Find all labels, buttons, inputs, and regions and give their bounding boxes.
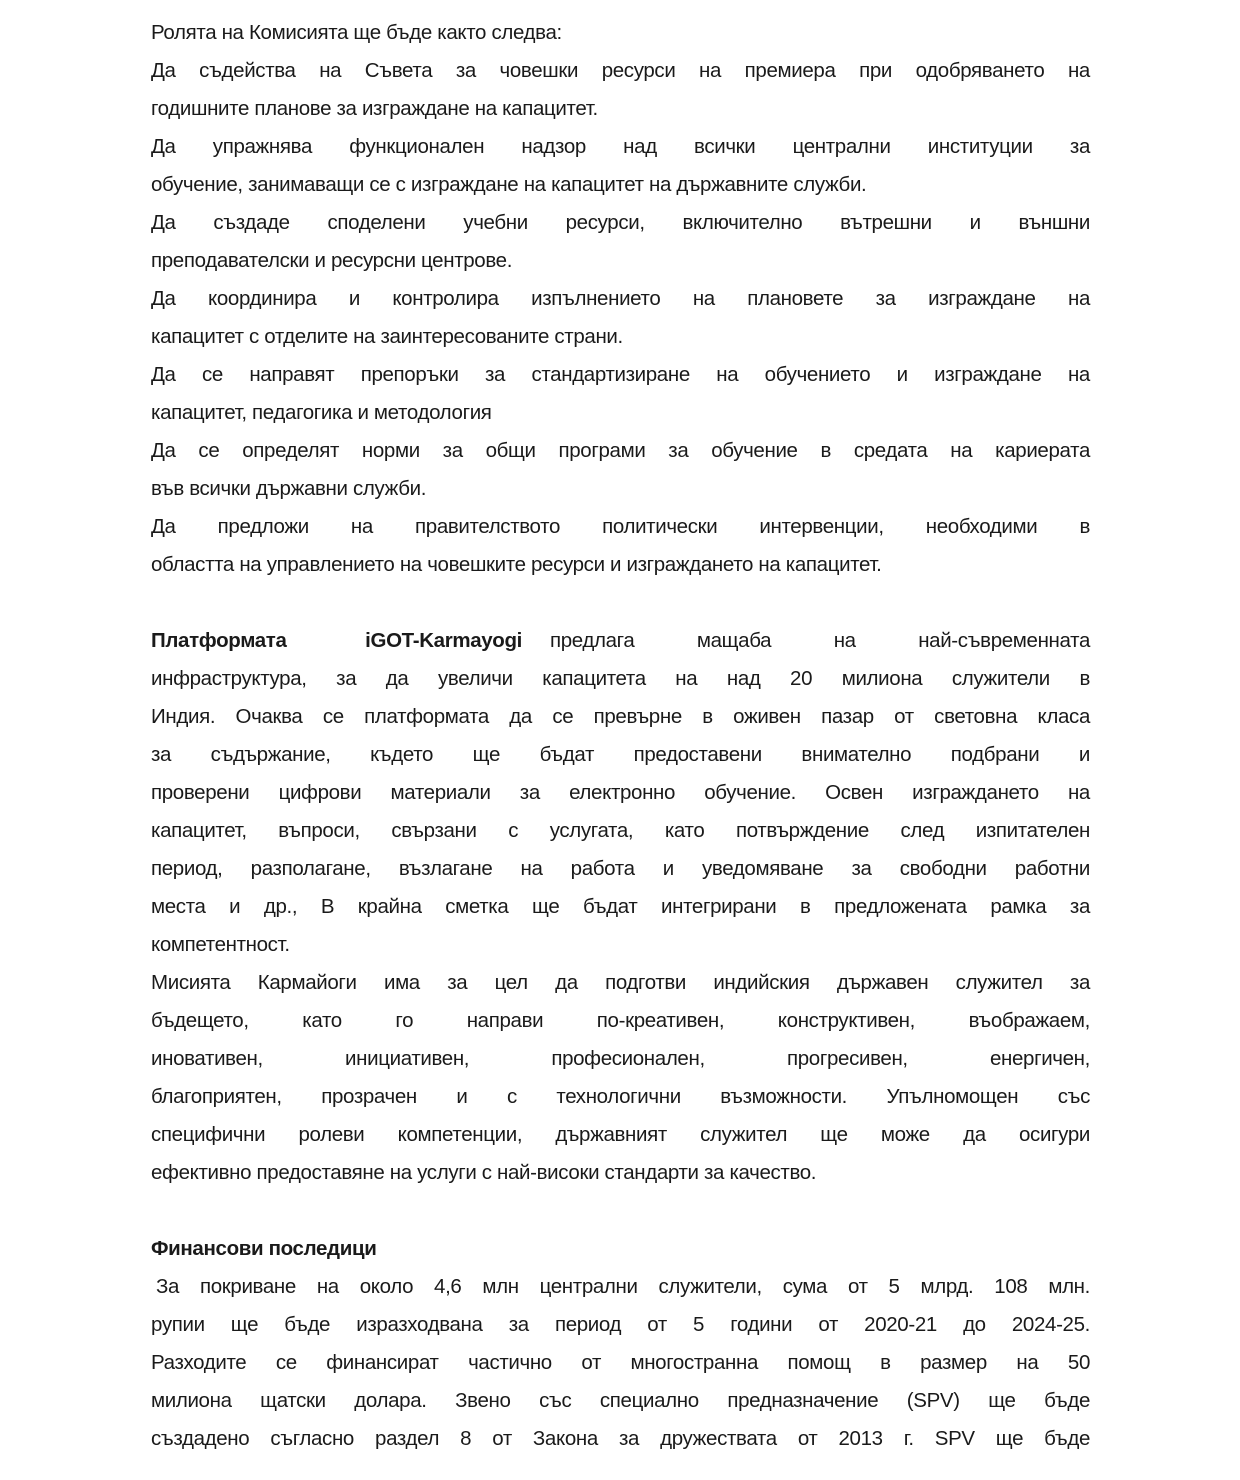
text-line: годишните планове за изграждане на капацитет. [151, 97, 598, 120]
text-line: инфраструктура, за да увеличи капацитета на над 20 милиона служители в [151, 667, 1090, 690]
role-item-5 [151, 356, 1090, 432]
text-line: иновативен, инициативен, професионален, прогресивен, енергичен, [151, 1047, 1090, 1070]
text-line: специфични ролеви компетенции, държавният служител ще може да осигури [151, 1123, 1090, 1146]
role-item-1 [151, 52, 1090, 128]
role-item-4 [151, 280, 1090, 356]
text-line: Да съдейства на Съвета за човешки ресурси на премиера при одобряването на [151, 59, 1090, 82]
platform-first-line [151, 622, 1090, 660]
text-line: във всички държавни служби. [151, 477, 427, 500]
text-line: Да създаде споделени учебни ресурси, включително вътрешни и външни [151, 211, 1090, 234]
platform-bold-word-1: Платформата [151, 629, 287, 652]
section-heading: Финансови последици [151, 1237, 377, 1260]
text-line: за съдържание, където ще бъдат предоставени внимателно подбрани и [151, 743, 1090, 766]
paragraph-gap [151, 1192, 1090, 1230]
role-item-6 [151, 432, 1090, 508]
platform-first-line-rest [550, 622, 1090, 660]
text-line: Да се направят препоръки за стандартизиране на обучението и изграждане на [151, 363, 1090, 386]
text-line: Да упражнява функционален надзор над всички централни институции за [151, 135, 1090, 158]
text-line: Разходите се финансират частично от многостранна помощ в размер на 50 [151, 1351, 1090, 1374]
text-line: капацитет, педагогика и методология [151, 401, 492, 424]
word: мащаба [696, 629, 772, 652]
text-line: капацитет, въпроси, свързани с услугата, като потвърждение след изпитателен [151, 819, 1090, 842]
document-body [151, 14, 1090, 1458]
text-line: Индия. Очаква се платформата да се превърне в оживен пазар от световна класа [151, 705, 1090, 728]
text-line: благоприятен, прозрачен и с технологични възможности. Упълномощен със [151, 1085, 1090, 1108]
text-line: период, разполагане, възлагане на работа и уведомяване за свободни работни [151, 857, 1090, 880]
text-line: обучение, занимаващи се с изграждане на капацитет на държавните служби. [151, 173, 867, 196]
text-line: За покриване на около 4,6 млн централни служители, сума от 5 млрд. 108 млн. [156, 1275, 1090, 1298]
text-line: милиона щатски долара. Звено със специално предназначение (SPV) ще бъде [151, 1389, 1090, 1412]
role-item-7 [151, 508, 1090, 584]
platform-paragraph [151, 622, 1090, 964]
role-item-2 [151, 128, 1090, 204]
text-line: преподавателски и ресурсни центрове. [151, 249, 513, 272]
text-line: създадено съгласно раздел 8 от Закона за дружествата от 2013 г. SPV ще бъде [151, 1427, 1090, 1450]
text-line: Да координира и контролира изпълнението на плановете за изграждане на [151, 287, 1090, 310]
text-line: бъдещето, като го направи по-креативен, конструктивен, въображаем, [151, 1009, 1090, 1032]
paragraph-gap [151, 584, 1090, 622]
text-line: места и др., В крайна сметка ще бъдат интегрирани в предложената рамка за [151, 895, 1090, 918]
text-line: капацитет с отделите на заинтересованите страни. [151, 325, 623, 348]
platform-bold-word-2: iGOT-Karmayogi [365, 629, 522, 652]
text-line: проверени цифрови материали за електронно обучение. Освен изграждането на [151, 781, 1090, 804]
word: предлага [550, 629, 635, 652]
platform-bold-lead [151, 622, 522, 660]
text-line: рупии ще бъде изразходвана за период от 5 години от 2020-21 до 2024-25. [151, 1313, 1090, 1336]
text-line: Да се определят норми за общи програми за обучение в средата на кариерата [151, 439, 1090, 462]
text-line: областта на управлението на човешките ресурси и изграждането на капацитет. [151, 553, 882, 576]
word: на [833, 629, 856, 652]
text-line: ефективно предоставяне на услуги с най-високи стандарти за качество. [151, 1161, 817, 1184]
text-line: Мисията Кармайоги има за цел да подготви индийския държавен служител за [151, 971, 1090, 994]
commission-role-intro: Ролята на Комисията ще бъде както следва: [151, 21, 562, 44]
text-line: Да предложи на правителството политически интервенции, необходими в [151, 515, 1090, 538]
word: най-съвременната [918, 629, 1090, 652]
financial-section [151, 1230, 1090, 1458]
text-line: компетентност. [151, 933, 290, 956]
mission-paragraph [151, 964, 1090, 1192]
role-item-3 [151, 204, 1090, 280]
